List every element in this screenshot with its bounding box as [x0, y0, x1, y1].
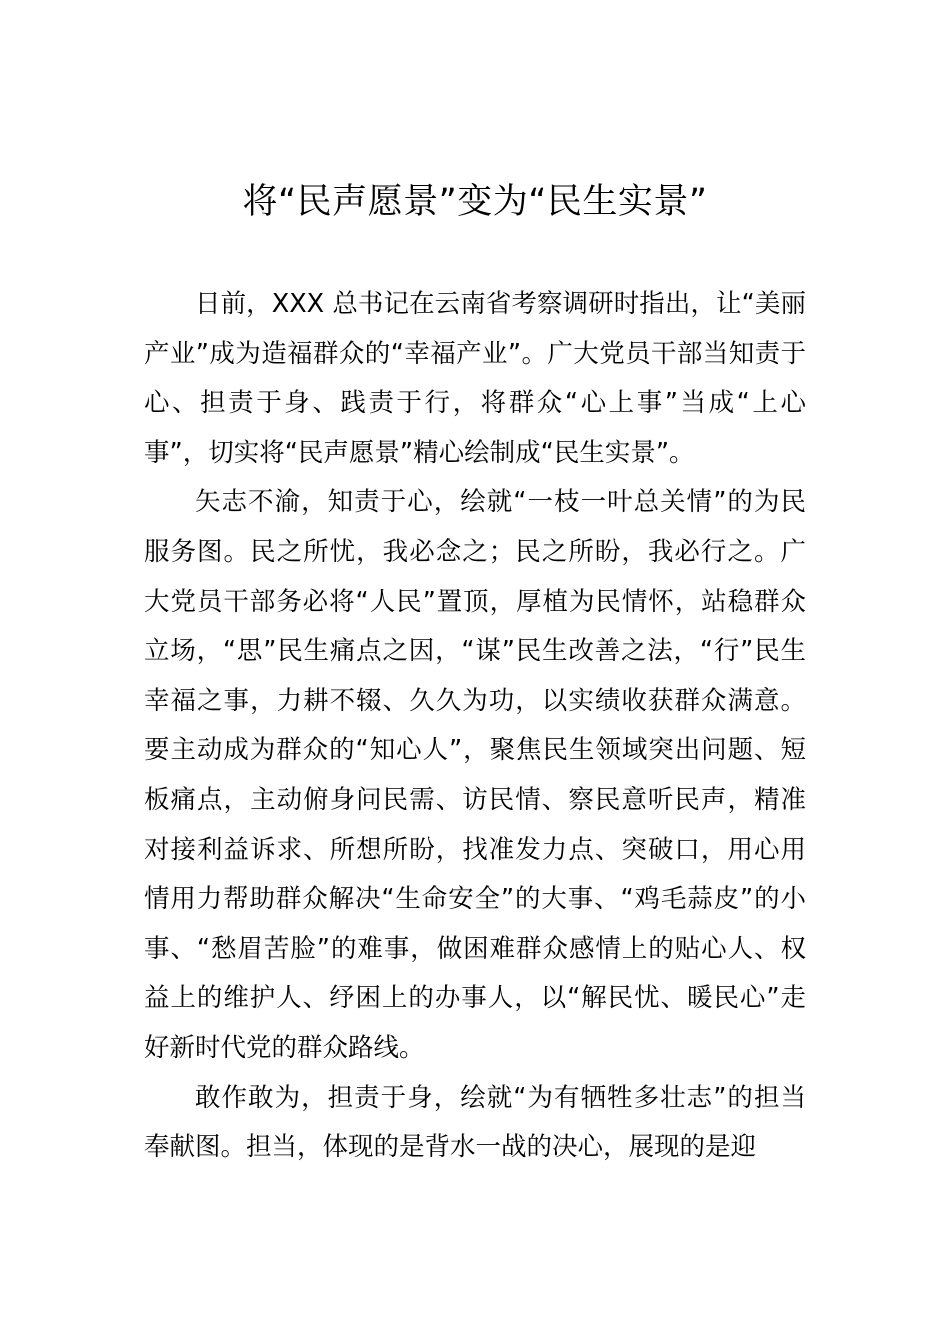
paragraph-2: 矢志不渝，知责于心，绘就“一枝一叶总关情”的为民服务图。民之所忧，我必念之；民之所盼，我必行之。广大党员干部务必将“人民”置顶，厚植为民情怀，站稳群众立场，“思”民生痛点之因，“谋”民生改善之法，“行”民生幸福之事，力耕不辍、久久为功，以实绩收获群众满意。要主动成为群众的“知心人”，聚焦民生领域突出问题、短板痛点，主动俯身问民需、访民情、察民意听民声，精准对接利益诉求、所想所盼，找准发力点、突破口，用心用情用力帮助群众解决“生命安全”的大事、“鸡毛蒜皮”的小事、“愁眉苦脸”的难事，做困难群众感情上的贴心人、权益上的维护人、纾困上的办事人，以“解民忧、暖民心”走好新时代党的群众路线。	[144, 487, 806, 1063]
paragraph-3: 敢作敢为，担责于身，绘就“为有牺牲多壮志”的担当奉献图。担当，体现的是背水一战的决心，展现的是迎	[144, 1082, 806, 1163]
document-title: 将“民声愿景”变为“民生实景”	[242, 182, 708, 222]
document-body	[144, 280, 806, 1173]
paragraph-1: 日前，XXX 总书记在云南省考察调研时指出，让“美丽产业”成为造福群众的“幸福产业”。广大党员干部当知责于心、担责于身、践责于行，将群众“心上事”当成“上心事”，切实将“民声愿景”精心绘制成“民生实景”。	[144, 289, 806, 468]
